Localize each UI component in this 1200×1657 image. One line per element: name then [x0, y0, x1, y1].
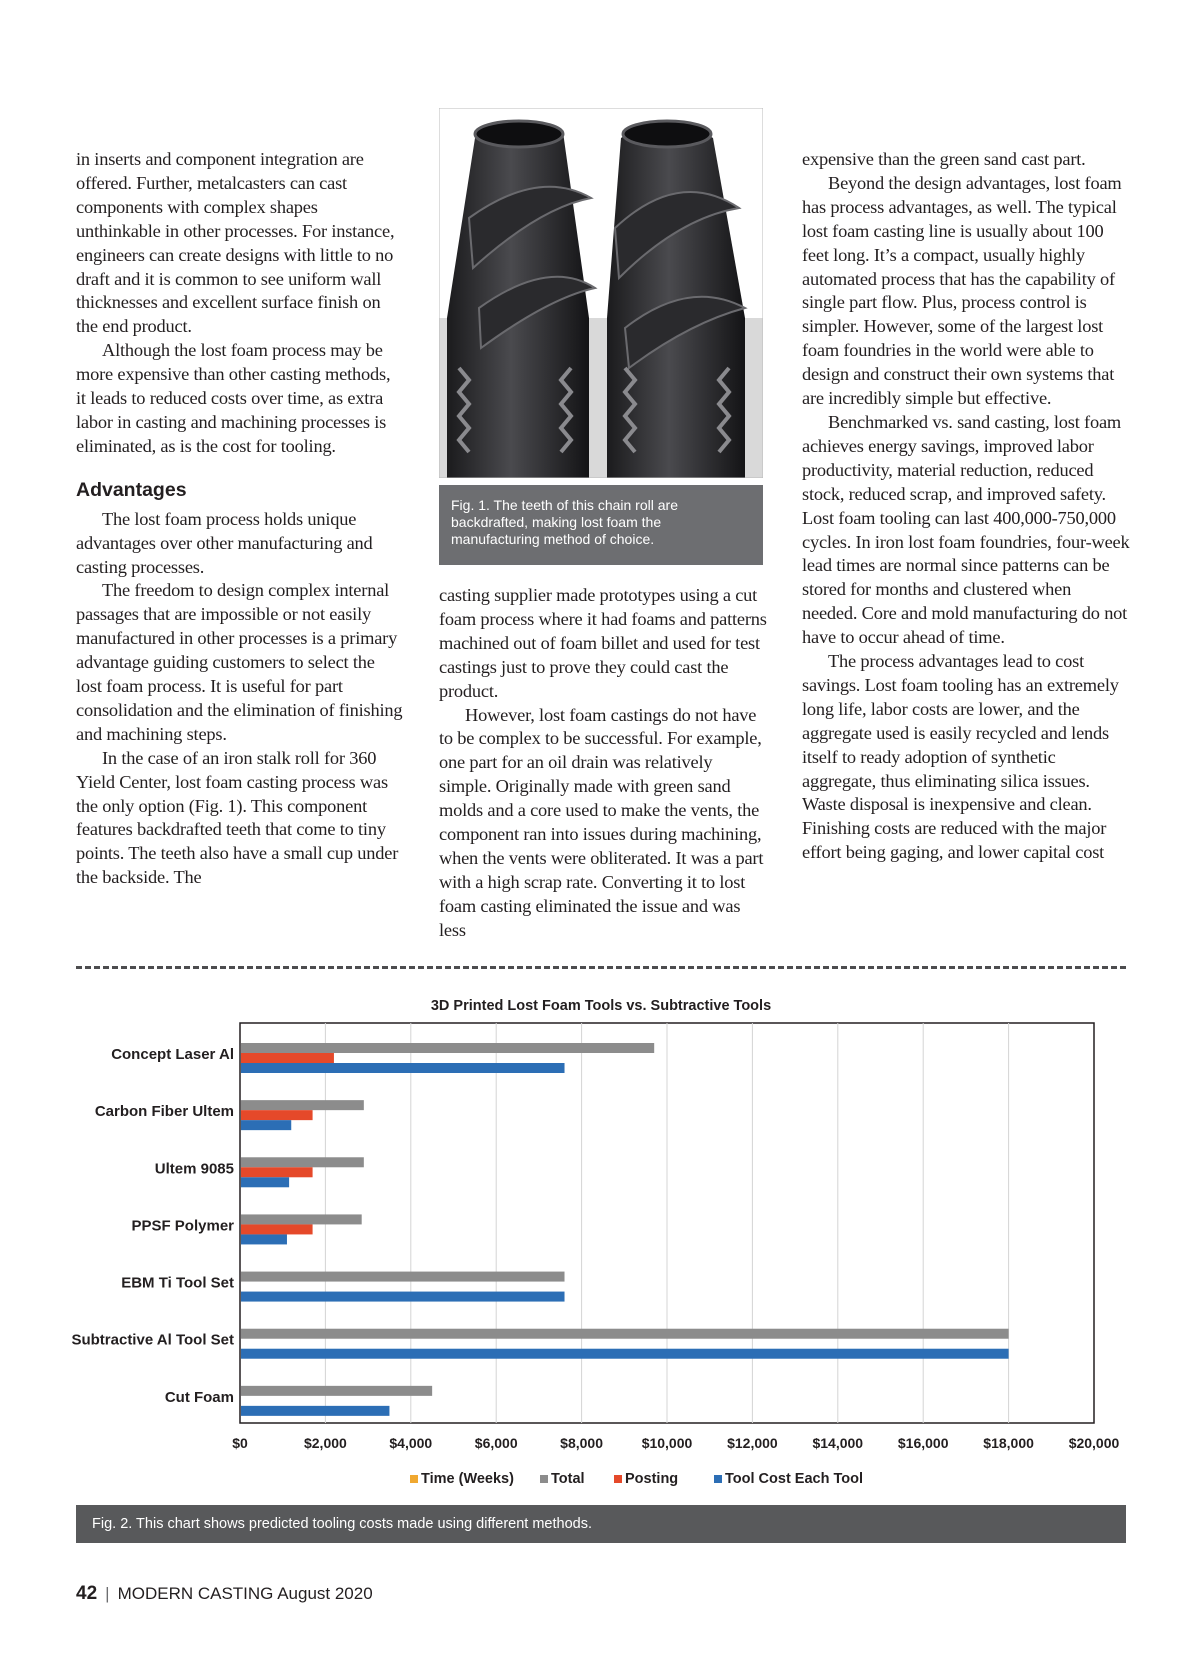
x-tick-label: $6,000: [474, 1435, 518, 1451]
bar-total: [241, 1329, 1009, 1339]
figure-1-caption: Fig. 1. The teeth of this chain roll are backdrafted, making lost foam the manufacturing method of choice.: [439, 485, 763, 565]
legend-label: Posting: [625, 1471, 679, 1487]
legend-label: Tool Cost Each Tool: [725, 1471, 864, 1487]
dashed-divider: [76, 966, 1126, 969]
bar-tool-cost-each-tool: [241, 1406, 389, 1416]
paragraph: However, lost foam castings do not have to be complex to be successful. For example, one part for an oil drain was relatively simple. Originally made with green sand molds and a core used to make the vents, the component ran into issues during machining, when the vents were obliterated. It was a part with a high scrap rate. Converting it to lost foam casting eliminated the issue and was less: [439, 704, 764, 940]
bar-posting: [241, 1167, 313, 1177]
bar-tool-cost-each-tool: [241, 1120, 291, 1130]
bar-total: [241, 1272, 565, 1282]
legend-label: Time (Weeks): [421, 1471, 514, 1487]
x-tick-label: $18,000: [983, 1435, 1034, 1451]
bar-posting: [241, 1224, 313, 1234]
legend-label: Total: [551, 1471, 585, 1487]
bar-total: [241, 1157, 364, 1167]
paragraph: casting supplier made prototypes using a cut foam process where it had foams and patterns machined out of foam billet and used for test castings just to prove they could cast the product.: [439, 585, 767, 701]
page-number: 42: [76, 1583, 98, 1604]
x-tick-label: $14,000: [812, 1435, 864, 1451]
legend-swatch: [714, 1475, 722, 1483]
bar-total: [241, 1386, 432, 1396]
category-label: Cut Foam: [164, 1388, 234, 1406]
legend-swatch: [540, 1475, 548, 1483]
paragraph: The lost foam process holds unique advantages over other manufacturing and casting processes.: [76, 508, 373, 577]
paragraph: expensive than the green sand cast part.: [802, 149, 1086, 169]
chain-roll-photo: [439, 108, 763, 478]
tooling-cost-chart: [0, 980, 1200, 1500]
issue-date: August 2020: [277, 1584, 373, 1603]
x-tick-label: $12,000: [727, 1435, 778, 1451]
bar-tool-cost-each-tool: [241, 1292, 565, 1302]
x-tick-label: $10,000: [641, 1435, 693, 1451]
article-column-3: [802, 148, 1130, 865]
page-footer: [76, 1583, 373, 1605]
article-column-2: [439, 584, 767, 943]
legend-swatch: [410, 1475, 418, 1483]
section-heading: Advantages: [76, 478, 187, 501]
category-label: Subtractive Al Tool Set: [71, 1331, 234, 1349]
legend-swatch: [614, 1475, 622, 1483]
article-column-1: [76, 148, 404, 890]
paragraph: Benchmarked vs. sand casting, lost foam achieves energy savings, improved labor productivity, material reduction, reduced stock, reduced scrap, and improved safety. Lost foam tooling can last 400,000-750,000 cycles. In iron lost foam foundries, four-week lead times are normal since patterns can be stored for months and clustered when needed. Core and mold manufacturing do not have to occur ahead of time.: [802, 411, 1130, 648]
category-label: Carbon Fiber Ultem: [94, 1103, 234, 1121]
category-label: Ultem 9085: [154, 1160, 234, 1178]
x-tick-label: $20,000: [1068, 1435, 1120, 1451]
bar-tool-cost-each-tool: [241, 1349, 1009, 1359]
chart-title: 3D Printed Lost Foam Tools vs. Subtractive Tools: [430, 998, 772, 1014]
x-tick-label: $16,000: [897, 1435, 949, 1451]
x-tick-label: $4,000: [389, 1435, 433, 1451]
category-label: PPSF Polymer: [131, 1217, 234, 1235]
paragraph: In the case of an iron stalk roll for 360 Yield Center, lost foam casting process was the only option (Fig. 1). This component features backdrafted teeth that come to tiny points. The teeth also have a small cup under the backside. The: [76, 747, 399, 888]
bar-total: [241, 1100, 364, 1110]
paragraph: in inserts and component integration are offered. Further, metalcasters can cast components with complex shapes unthinkable in other processes. For instance, engineers can create designs with little to no draft and it is common to see uniform wall thicknesses and excellent surface finish on the end product.: [76, 149, 395, 337]
bar-tool-cost-each-tool: [241, 1177, 289, 1187]
x-tick-label: $8,000: [560, 1435, 604, 1451]
category-label: EBM Ti Tool Set: [121, 1274, 234, 1292]
bar-total: [241, 1214, 362, 1224]
paragraph: The freedom to design complex internal passages that are impossible or not easily manufactured in other processes is a primary advantage guiding customers to select the lost foam process. It is useful for part consolidation and the elimination of finishing and machining steps.: [76, 580, 403, 744]
paragraph: The process advantages lead to cost savings. Lost foam tooling has an extremely long life, labor costs are lower, and the aggregate used is easily recycled and lends itself to ready adoption of synthetic aggregate, thus eliminating silica issues. Waste disposal is inexpensive and clean. Finishing costs are reduced with the major effort being gaging, and lower capital cost: [802, 651, 1119, 863]
x-tick-label: $2,000: [303, 1435, 347, 1451]
figure-2-caption: Fig. 2. This chart shows predicted tooling costs made using different methods.: [76, 1505, 1126, 1543]
publication-name: MODERN CASTING: [117, 1584, 274, 1603]
paragraph: Although the lost foam process may be more expensive than other casting methods, it leads to reduced costs over time, as extra labor in casting and machining processes is eliminated, as is the cost for tooling.: [76, 340, 391, 456]
bar-tool-cost-each-tool: [241, 1234, 287, 1244]
paragraph: Beyond the design advantages, lost foam has process advantages, as well. The typical lost foam casting line is usually about 100 feet long. It’s a compact, usually highly automated process that has the capability of single part flow. Plus, process control is simpler. However, some of the largest lost foam foundries in the world were able to design and construct their own systems that are incredibly simple but effective.: [802, 172, 1122, 409]
x-tick-label: $0: [232, 1435, 248, 1451]
bar-tool-cost-each-tool: [241, 1063, 565, 1073]
bar-posting: [241, 1053, 334, 1063]
category-label: Concept Laser Al: [111, 1046, 234, 1063]
bar-posting: [241, 1110, 313, 1120]
footer-separator: |: [105, 1584, 110, 1603]
bar-total: [241, 1043, 654, 1053]
